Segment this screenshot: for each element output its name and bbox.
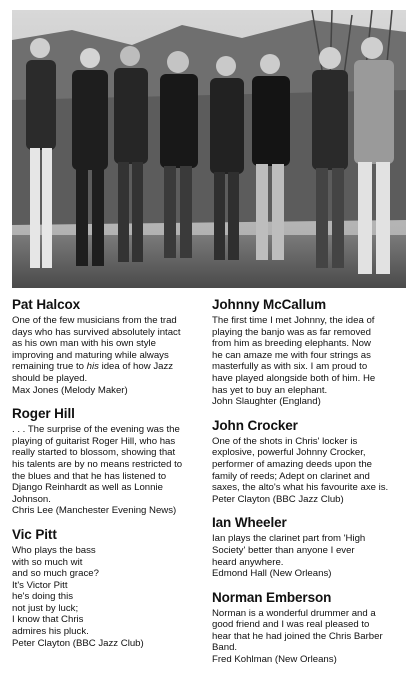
entry-john-crocker: [212, 417, 408, 506]
quote-source: Max Jones (Melody Maker): [12, 384, 128, 396]
musician-name: Johnny McCallum: [212, 297, 327, 312]
quote-text: . . . The surprise of the evening was the playing of guitarist Roger Hill, who has really started to blossom, showing that his talents are by no means restricted to the blues and that he has listened to Django Reinhardt as well as Lonnie Johnson.: [12, 424, 183, 505]
quote-text: One of the few musicians from the trad days who has survived absolutely intact as his own man with his own style improving and maturing while always remaining true to his idea of how Jazz should be played.: [12, 315, 181, 384]
entry-johnny-mccallum: [212, 296, 408, 408]
quote-source: Peter Clayton (BBC Jazz Club): [212, 493, 344, 505]
entry-pat-halcox: [12, 296, 208, 396]
musician-name: Vic Pitt: [12, 526, 57, 542]
entry-ian-wheeler: [212, 514, 408, 579]
musician-name: Pat Halcox: [12, 297, 81, 312]
left-column: [12, 296, 208, 658]
quote-source: Edmond Hall (New Orleans): [212, 568, 332, 580]
quote-source: John Slaughter (England): [212, 396, 321, 408]
musician-name: John Crocker: [212, 417, 298, 433]
musician-name: Norman Emberson: [212, 589, 332, 605]
band-group-photo: [12, 10, 406, 288]
entry-vic-pitt: [12, 526, 208, 649]
quote-text: Norman is a wonderful drummer and a good friend and I was real pleased to hear that he had joined the Chris Barber Band.: [212, 607, 383, 654]
quote-text: Who plays the bass with so much wit and so much grace? It's Victor Pitt he's doing this not just by luck; I know that Chris admires his pluck.: [12, 544, 99, 638]
quote-source: Fred Kohlman (New Orleans): [212, 654, 337, 666]
musician-name: Ian Wheeler: [212, 515, 287, 531]
quote-text: Ian plays the clarinet part from 'High Society' better than anyone I ever heard anywhere.: [212, 533, 366, 568]
quote-text: The first time I met Johnny, the idea of playing the banjo was as far removed from him as breeding elephants. Now he can amaze me with four strings as masterfully as with six. I am proud to have played alongside both of him. He has yet to buy an elephant.: [212, 315, 376, 396]
quote-text: One of the shots in Chris' locker is explosive, powerful Johnny Crocker, performer of amazing deeds upon the family of reeds; Adept on clarinet and saxes, the alto's what his favourite axe is.: [212, 435, 389, 494]
band-photo-illustration: [12, 10, 406, 288]
right-column: [212, 296, 408, 675]
quote-source: Peter Clayton (BBC Jazz Club): [12, 637, 144, 649]
entry-roger-hill: [12, 405, 208, 517]
musician-name: Roger Hill: [12, 406, 75, 422]
quote-source: Chris Lee (Manchester Evening News): [12, 505, 177, 517]
entry-norman-emberson: [212, 589, 408, 666]
